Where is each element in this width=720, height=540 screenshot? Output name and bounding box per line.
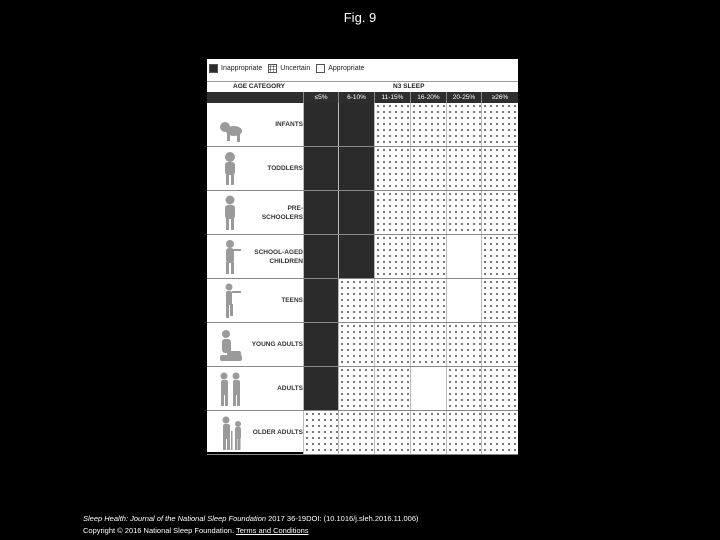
- footer: [83, 513, 419, 537]
- rating-cell-uncertain: [481, 103, 518, 146]
- rating-cell-uncertain: [410, 411, 446, 454]
- n3-column-header: 6-10%: [338, 92, 374, 103]
- age-row: [207, 367, 518, 411]
- n3-column-header: 20-25%: [446, 92, 481, 103]
- legend-label: Inappropriate: [221, 64, 263, 72]
- rating-cell-inappropriate: [303, 191, 338, 234]
- rating-cell-uncertain: [446, 323, 481, 366]
- age-row: [207, 279, 518, 323]
- n3-sleep-header: N3 SLEEP: [393, 83, 425, 90]
- teen-icon: [217, 283, 243, 319]
- rating-cell-inappropriate: [303, 147, 338, 190]
- age-category-label: ADULTS: [277, 385, 303, 392]
- uncertain-swatch: [268, 64, 277, 73]
- rating-cell-uncertain: [338, 279, 374, 322]
- legend: [207, 59, 520, 77]
- older-adult-icon: [217, 415, 243, 451]
- rating-cell-uncertain: [446, 367, 481, 410]
- rating-cell-uncertain: [374, 191, 410, 234]
- citation-line: [83, 513, 419, 525]
- age-category-label: INFANTS: [275, 121, 303, 128]
- terms-link[interactable]: Terms and Conditions: [236, 526, 309, 535]
- adults-icon: [217, 371, 243, 407]
- rating-cell-uncertain: [374, 367, 410, 410]
- rating-cell-uncertain: [410, 147, 446, 190]
- age-row: [207, 411, 518, 455]
- age-category-label: TEENS: [281, 297, 303, 304]
- rating-cell-uncertain: [446, 191, 481, 234]
- rating-cell-uncertain: [303, 411, 338, 454]
- rating-cell-appropriate: [446, 279, 481, 322]
- young-adult-icon: [217, 327, 243, 363]
- age-category-label: YOUNG ADULTS: [251, 341, 303, 348]
- journal-name: Sleep Health: Journal of the National Sleep Foundation: [83, 514, 267, 523]
- age-row: [207, 147, 518, 191]
- rating-cell-inappropriate: [303, 367, 338, 410]
- rating-cell-uncertain: [374, 323, 410, 366]
- rating-cell-uncertain: [338, 323, 374, 366]
- rating-cell-inappropriate: [338, 147, 374, 190]
- rating-cell-uncertain: [410, 323, 446, 366]
- age-category-header: AGE CATEGORY: [233, 83, 286, 90]
- rating-cell-inappropriate: [303, 235, 338, 278]
- rating-cell-uncertain: [446, 103, 481, 146]
- age-row: [207, 235, 518, 279]
- legend-item-uncertain: [268, 64, 310, 73]
- rating-cell-uncertain: [374, 279, 410, 322]
- rating-cell-uncertain: [410, 103, 446, 146]
- rating-cell-uncertain: [481, 147, 518, 190]
- copyright-line: [83, 525, 419, 537]
- legend-item-appropriate: [316, 64, 364, 73]
- rating-cell-uncertain: [446, 411, 481, 454]
- rating-cell-uncertain: [410, 235, 446, 278]
- copyright-text: Copyright © 2016 National Sleep Foundation.: [83, 526, 235, 535]
- inappropriate-swatch: [209, 64, 218, 73]
- rating-cell-uncertain: [481, 323, 518, 366]
- age-category-label: PRE-SCHOOLERS: [261, 204, 303, 221]
- figure-panel: [207, 59, 518, 452]
- rating-cell-uncertain: [374, 147, 410, 190]
- table-header-top: [207, 81, 518, 92]
- age-row: [207, 103, 518, 147]
- preschooler-icon: [217, 195, 243, 231]
- rating-cell-inappropriate: [303, 323, 338, 366]
- rating-cell-uncertain: [481, 367, 518, 410]
- figure-title: Fig. 9: [343, 10, 377, 25]
- appropriate-swatch: [316, 64, 325, 73]
- rating-cell-uncertain: [410, 279, 446, 322]
- age-category-label: SCHOOL-AGED CHILDREN: [254, 248, 303, 265]
- rating-cell-uncertain: [374, 103, 410, 146]
- school-child-icon: [217, 239, 243, 275]
- rating-cell-uncertain: [481, 411, 518, 454]
- n3-column-header: ≤5%: [303, 92, 338, 103]
- n3-column-header: 11-15%: [374, 92, 410, 103]
- age-category-label: TODDLERS: [267, 165, 303, 172]
- column-header-row: [207, 92, 518, 103]
- rating-cell-uncertain: [481, 279, 518, 322]
- age-category-label: OLDER ADULTS: [252, 429, 303, 436]
- rating-cell-uncertain: [481, 235, 518, 278]
- rating-cell-uncertain: [481, 191, 518, 234]
- rating-cell-inappropriate: [303, 103, 338, 146]
- age-row: [207, 191, 518, 235]
- n3-column-header: 16-20%: [410, 92, 446, 103]
- rating-cell-appropriate: [410, 367, 446, 410]
- rating-cell-uncertain: [374, 235, 410, 278]
- rating-cell-inappropriate: [338, 103, 374, 146]
- legend-label: Uncertain: [280, 64, 311, 72]
- rating-cell-inappropriate: [303, 279, 338, 322]
- infant-icon: [217, 107, 243, 143]
- citation-text: 2017 36-19DOI: (10.1016/j.sleh.2016.11.006): [266, 514, 419, 523]
- rating-cell-inappropriate: [338, 191, 374, 234]
- rating-cell-uncertain: [338, 367, 374, 410]
- rating-cell-uncertain: [338, 411, 374, 454]
- rating-cell-uncertain: [410, 191, 446, 234]
- n3-column-header: ≥26%: [481, 92, 518, 103]
- legend-label: Appropriate: [328, 64, 365, 72]
- rating-cell-uncertain: [446, 147, 481, 190]
- rating-cell-appropriate: [446, 235, 481, 278]
- rating-cell-inappropriate: [338, 235, 374, 278]
- toddler-icon: [217, 151, 243, 187]
- age-row: [207, 323, 518, 367]
- legend-item-inappropriate: [209, 64, 262, 73]
- rating-cell-uncertain: [374, 411, 410, 454]
